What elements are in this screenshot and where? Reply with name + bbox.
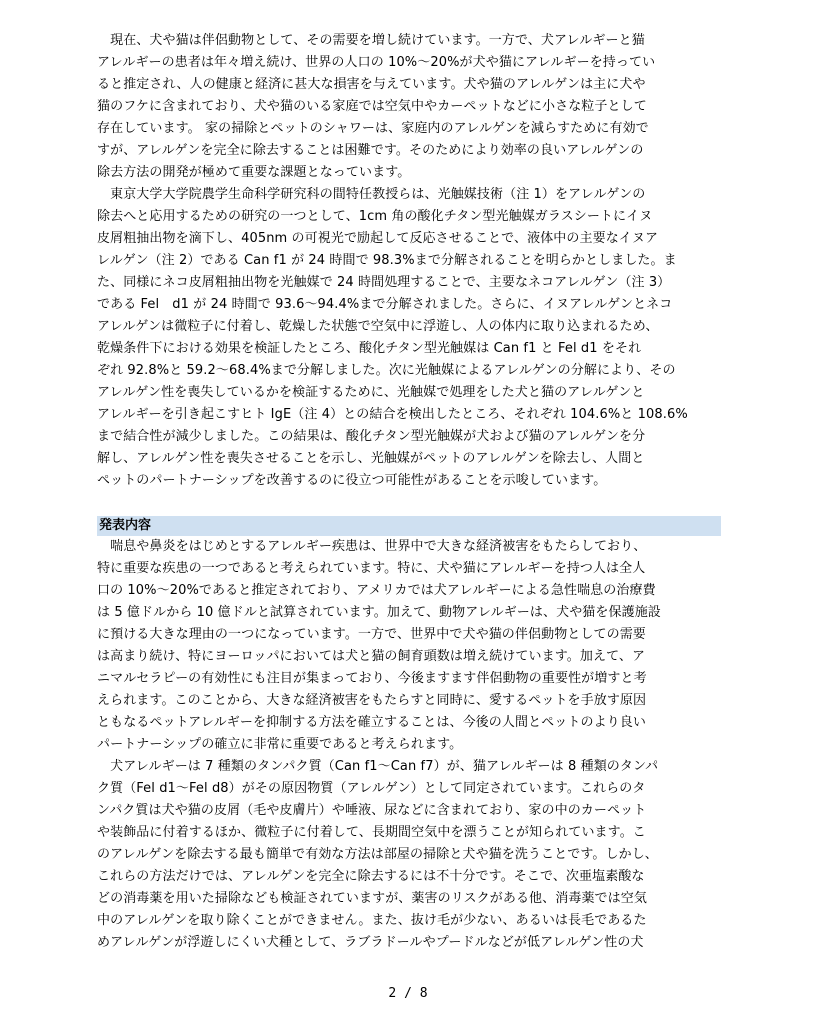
text-line: アレルゲン性を喪失しているかを検証するために、光触媒で処理をした犬と猫のアレルゲンと: [97, 385, 645, 400]
text-line: は高まり続け、特にヨーロッパにおいては犬と猫の飼育頭数は増え続けています。加えて、ア: [97, 649, 646, 664]
text-line: ニマルセラピーの有効性にも注目が集まっており、今後ますます伴侶動物の重要性が増すと考: [97, 671, 647, 686]
text-line: 猫のフケに含まれており、犬や猫のいる家庭では空気中やカーペットなどに小さな粒子として: [97, 99, 647, 114]
text-line: た、同様にネコ皮屑粗抽出物を光触媒で 24 時間処理することで、主要なネコアレルゲン（注 3）: [97, 275, 671, 290]
text-line: 中のアレルゲンを取り除くことができません。また、抜け毛が少ない、あるいは長毛であるた: [97, 913, 647, 928]
text-line: 喘息や鼻炎をはじめとするアレルギー疾患は、世界中で大きな経済被害をもたらしており、: [97, 539, 647, 554]
text-line: 現在、犬や猫は伴侶動物として、その需要を増し続けています。一方で、犬アレルギーと猫: [97, 33, 645, 48]
text-line: レルゲン（注 2）である Can f1 が 24 時間で 98.3%まで分解されることを明らかとしました。ま: [97, 253, 677, 268]
text-line: 皮屑粗抽出物を滴下し、405nm の可視光で励起して反応させることで、液体中の主要なイヌア: [97, 231, 659, 246]
text-line: 乾燥条件下における効果を検証したところ、酸化チタン型光触媒は Can f1 と Fel d1 をそれ: [97, 341, 642, 356]
text-line: パートナーシップの確立に非常に重要であると考えられます。: [97, 737, 463, 752]
text-line: まで結合性が減少しました。この結果は、酸化チタン型光触媒が犬および猫のアレルゲンを分: [97, 429, 646, 444]
text-line: ンパク質は犬や猫の皮屑（毛や皮膚片）や唾液、尿などに含まれており、家の中のカーペット: [97, 803, 647, 818]
section-paragraph-1: [97, 536, 721, 756]
page-number: 2 / 8: [388, 986, 428, 1001]
text-line: どの消毒薬を用いた掃除なども検証されていますが、薬害のリスクがある他、消毒薬では空気: [97, 891, 647, 906]
text-line: である Fel d1 が 24 時間で 93.6～94.4%まで分解されました。さらに、イヌアレルゲンとネコ: [97, 297, 673, 312]
summary-paragraph-1: [97, 30, 721, 184]
text-line: ともなるペットアレルギーを抑制する方法を確立することは、今後の人間とペットのより良い: [97, 715, 646, 730]
text-line: ペットのパートナーシップを改善するのに役立つ可能性があることを示唆しています。: [97, 473, 607, 488]
text-line: ぞれ 92.8%と 59.2～68.4%まで分解しました。次に光触媒によるアレルゲンの分解により、その: [97, 363, 676, 378]
section-heading: 発表内容: [97, 516, 721, 536]
text-line: えられます。このことから、大きな経済被害をもたらすと同時に、愛するペットを手放す原因: [97, 693, 647, 708]
text-line: 特に重要な疾患の一つであると考えられています。特に、犬や猫にアレルギーを持つ人は全人: [97, 561, 646, 576]
text-line: アレルゲンは微粒子に付着し、乾燥した状態で空気中に浮遊し、人の体内に取り込まれるため、: [97, 319, 659, 334]
text-line: に預ける大きな理由の一つになっています。一方で、世界中で犬や猫の伴侶動物としての需要: [97, 627, 646, 642]
text-line: 存在しています。 家の掃除とペットのシャワーは、家庭内のアレルゲンを減らすために有効で: [97, 121, 649, 136]
text-line: 東京大学大学院農学生命科学研究科の間特任教授らは、光触媒技術（注 1）をアレルゲンの: [97, 187, 646, 202]
blank-line: [97, 492, 721, 514]
text-line: のアレルゲンを除去する最も簡単で有効な方法は部屋の掃除と犬や猫を洗うことです。しかし、: [97, 847, 658, 862]
summary-paragraph-2: [97, 184, 721, 492]
text-line: 除去方法の開発が極めて重要な課題となっています。: [97, 165, 411, 180]
text-line: 犬アレルギーは 7 種類のタンパク質（Can f1～Can f7）が、猫アレルギーは 8 種類のタンパ: [97, 759, 659, 774]
text-line: 口の 10%～20%であると推定されており、アメリカでは犬アレルギーによる急性喘息の治療費: [97, 583, 656, 598]
text-line: アレルギーを引き起こすヒト IgE（注 4）との結合を検出したところ、それぞれ 104.6%と 108.6%: [97, 407, 688, 422]
text-line: は 5 億ドルから 10 億ドルと試算されています。加えて、動物アレルギーは、犬や猫を保護施設: [97, 605, 661, 620]
text-line: めアレルゲンが浮遊しにくい犬種として、ラブラドールやプードルなどが低アレルゲン性の犬: [97, 935, 644, 950]
text-line: 解し、アレルゲン性を喪失させることを示し、光触媒がペットのアレルゲンを除去し、人間と: [97, 451, 645, 466]
text-line: ると推定され、人の健康と経済に甚大な損害を与えています。犬や猫のアレルゲンは主に犬や: [97, 77, 646, 92]
text-line: すが、アレルゲンを完全に除去することは困難です。そのためにより効率の良いアレルゲンの: [97, 143, 644, 158]
document-page: [97, 30, 721, 954]
text-line: 除去へと応用するための研究の一つとして、1cm 角の酸化チタン型光触媒ガラスシートにイヌ: [97, 209, 653, 224]
text-line: これらの方法だけでは、アレルゲンを完全に除去するには不十分です。そこで、次亜塩素酸な: [97, 869, 645, 884]
text-line: や装飾品に付着するほか、微粒子に付着して、長期間空気中を漂うことが知られています。こ: [97, 825, 646, 840]
text-line: アレルギーの患者は年々増え続け、世界の人口の 10%～20%が犬や猫にアレルギーを持ってい: [97, 55, 656, 70]
section-paragraph-2: [97, 756, 721, 954]
text-line: ク質（Fel d1～Fel d8）がその原因物質（アレルゲン）として同定されています。これらのタ: [97, 781, 646, 796]
